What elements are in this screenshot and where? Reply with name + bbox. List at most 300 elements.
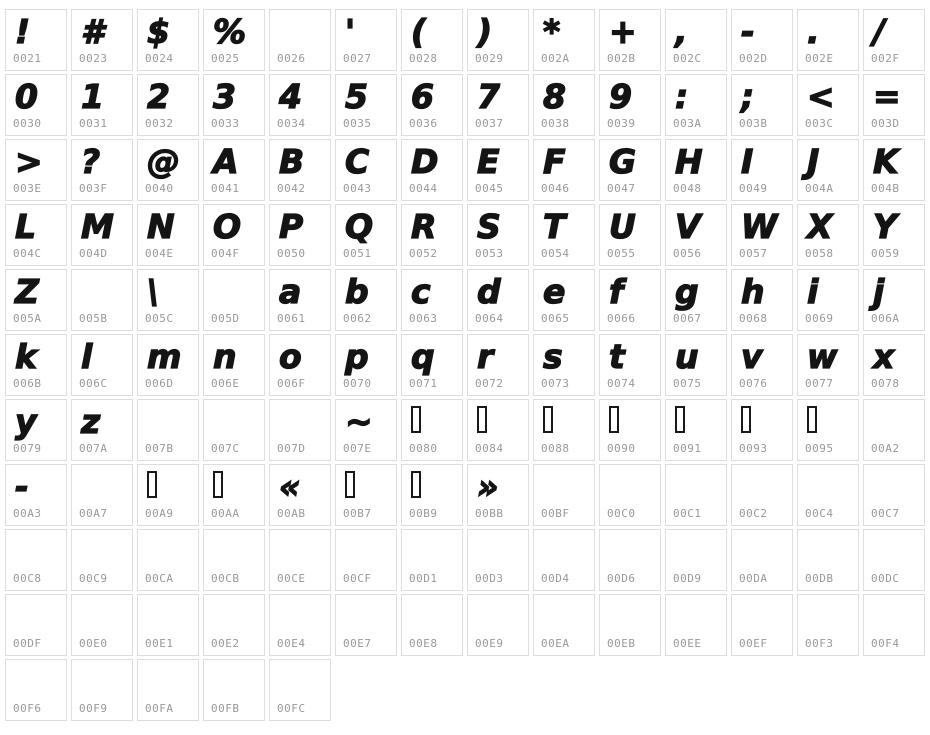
code-label: 00C7	[871, 507, 900, 520]
glyph: K	[873, 142, 899, 181]
glyph-cell	[203, 204, 265, 266]
glyph-cell	[863, 269, 925, 331]
glyph-cell	[665, 204, 727, 266]
glyph: a	[279, 272, 302, 311]
glyph	[138, 660, 198, 704]
code-label: 0069	[805, 312, 834, 325]
glyph: S	[477, 207, 501, 246]
glyph-cell	[599, 139, 661, 201]
code-label: 0043	[343, 182, 372, 195]
glyph: C	[345, 142, 370, 181]
glyph-cell	[137, 464, 199, 526]
code-label: 0066	[607, 312, 636, 325]
code-label: 00A9	[145, 507, 174, 520]
code-label: 0029	[475, 52, 504, 65]
glyph: )	[477, 12, 493, 51]
glyph	[864, 595, 924, 639]
code-label: 0067	[673, 312, 702, 325]
code-label: 0021	[13, 52, 42, 65]
code-label: 006A	[871, 312, 900, 325]
glyph: 5	[345, 77, 368, 116]
glyph	[6, 595, 66, 639]
code-label: 0070	[343, 377, 372, 390]
glyph: O	[213, 207, 242, 246]
glyph-cell	[665, 139, 727, 201]
glyph-cell	[863, 399, 925, 461]
glyph	[666, 465, 726, 509]
glyph	[204, 595, 264, 639]
glyph-cell	[731, 139, 793, 201]
glyph-cell	[203, 74, 265, 136]
glyph: j	[873, 272, 885, 311]
glyph: o	[279, 337, 302, 376]
glyph	[270, 400, 330, 444]
glyph-cell	[71, 74, 133, 136]
glyph: I	[741, 142, 754, 181]
code-label: 00B7	[343, 507, 372, 520]
glyph: 2	[147, 77, 170, 116]
glyph-cell	[599, 464, 661, 526]
glyph-cell	[863, 334, 925, 396]
glyph	[468, 595, 528, 639]
glyph-cell	[401, 204, 463, 266]
glyph: w	[807, 337, 838, 376]
code-label: 00C2	[739, 507, 768, 520]
glyph-cell	[467, 9, 529, 71]
glyph	[732, 465, 792, 509]
code-label: 0091	[673, 442, 702, 455]
code-label: 00AB	[277, 507, 306, 520]
glyph-cell	[533, 74, 595, 136]
code-label: 00CF	[343, 572, 372, 585]
glyph: M	[81, 207, 114, 246]
glyph-cell	[137, 529, 199, 591]
glyph-cell	[467, 74, 529, 136]
code-label: 0078	[871, 377, 900, 390]
code-label: 00D6	[607, 572, 636, 585]
code-label: 00A7	[79, 507, 108, 520]
glyph: A	[213, 142, 239, 181]
glyph-cell	[203, 529, 265, 591]
glyph	[534, 400, 594, 444]
code-label: 002C	[673, 52, 702, 65]
code-label: 0039	[607, 117, 636, 130]
code-label: 007D	[277, 442, 306, 455]
code-label: 00E7	[343, 637, 372, 650]
glyph: (	[411, 12, 427, 51]
code-label: 0076	[739, 377, 768, 390]
code-label: 002E	[805, 52, 834, 65]
code-label: 0059	[871, 247, 900, 260]
glyph: %	[213, 12, 247, 51]
code-label: 0034	[277, 117, 306, 130]
code-label: 0051	[343, 247, 372, 260]
code-label: 0061	[277, 312, 306, 325]
code-label: 00EF	[739, 637, 768, 650]
glyph-cell	[401, 74, 463, 136]
glyph	[468, 400, 528, 444]
glyph-cell	[665, 594, 727, 656]
glyph: >	[15, 142, 43, 181]
glyph: «	[279, 467, 301, 506]
code-label: 004D	[79, 247, 108, 260]
code-label: 0062	[343, 312, 372, 325]
glyph-cell	[335, 399, 397, 461]
glyph-cell	[797, 9, 859, 71]
glyph-cell	[335, 9, 397, 71]
code-label: 002F	[871, 52, 900, 65]
glyph: H	[675, 142, 703, 181]
code-label: 003C	[805, 117, 834, 130]
code-label: 0072	[475, 377, 504, 390]
glyph: r	[477, 337, 494, 376]
glyph	[600, 400, 660, 444]
code-label: 0064	[475, 312, 504, 325]
glyph-cell	[731, 204, 793, 266]
glyph	[270, 595, 330, 639]
glyph-cell	[401, 464, 463, 526]
glyph	[600, 465, 660, 509]
glyph-cell	[467, 594, 529, 656]
glyph: J	[807, 142, 820, 181]
glyph: n	[213, 337, 237, 376]
glyph-cell	[137, 334, 199, 396]
glyph: Q	[345, 207, 374, 246]
glyph-cell	[599, 269, 661, 331]
code-label: 0035	[343, 117, 372, 130]
glyph-cell	[731, 529, 793, 591]
glyph-cell	[203, 9, 265, 71]
glyph	[534, 530, 594, 574]
glyph: E	[477, 142, 500, 181]
code-label: 0088	[541, 442, 570, 455]
glyph	[600, 530, 660, 574]
glyph: »	[477, 467, 499, 506]
code-label: 003F	[79, 182, 108, 195]
glyph-cell	[137, 9, 199, 71]
glyph-cell	[335, 204, 397, 266]
glyph-cell	[5, 529, 67, 591]
glyph-cell	[533, 399, 595, 461]
glyph	[402, 595, 462, 639]
code-label: 006D	[145, 377, 174, 390]
code-label: 0048	[673, 182, 702, 195]
glyph	[732, 595, 792, 639]
glyph	[600, 595, 660, 639]
code-label: 006C	[79, 377, 108, 390]
glyph-cell	[203, 399, 265, 461]
code-label: 0025	[211, 52, 240, 65]
code-label: 00E4	[277, 637, 306, 650]
glyph-cell	[71, 269, 133, 331]
code-label: 004F	[211, 247, 240, 260]
code-label: 0052	[409, 247, 438, 260]
glyph-cell	[665, 464, 727, 526]
glyph-cell	[599, 9, 661, 71]
glyph-cell	[401, 529, 463, 591]
code-label: 0031	[79, 117, 108, 130]
glyph-cell	[5, 659, 67, 721]
code-label: 0053	[475, 247, 504, 260]
code-label: 005C	[145, 312, 174, 325]
glyph-cell	[401, 594, 463, 656]
glyph-cell	[71, 529, 133, 591]
glyph-cell	[467, 399, 529, 461]
glyph: d	[477, 272, 501, 311]
missing-glyph-box-icon	[411, 471, 421, 498]
glyph-cell	[269, 399, 331, 461]
glyph-cell	[533, 334, 595, 396]
code-label: 0057	[739, 247, 768, 260]
code-label: 003A	[673, 117, 702, 130]
glyph-cell	[599, 204, 661, 266]
glyph-cell	[71, 464, 133, 526]
code-label: 0036	[409, 117, 438, 130]
missing-glyph-box-icon	[477, 406, 487, 433]
glyph: B	[279, 142, 305, 181]
glyph-cell	[71, 139, 133, 201]
code-label: 004C	[13, 247, 42, 260]
missing-glyph-box-icon	[411, 406, 421, 433]
glyph	[72, 530, 132, 574]
glyph: m	[147, 337, 182, 376]
code-label: 00EE	[673, 637, 702, 650]
glyph-cell	[401, 334, 463, 396]
missing-glyph-box-icon	[543, 406, 553, 433]
glyph: N	[147, 207, 175, 246]
code-label: 006B	[13, 377, 42, 390]
glyph-cell	[665, 74, 727, 136]
glyph: c	[411, 272, 431, 311]
glyph-cell	[71, 399, 133, 461]
glyph-cell	[731, 594, 793, 656]
glyph: i	[807, 272, 819, 311]
glyph: G	[609, 142, 637, 181]
glyph-cell	[731, 269, 793, 331]
glyph-cell	[203, 464, 265, 526]
glyph-cell	[533, 9, 595, 71]
glyph-cell	[863, 464, 925, 526]
glyph	[270, 10, 330, 54]
glyph-cell	[665, 269, 727, 331]
glyph-cell	[5, 204, 67, 266]
glyph-cell	[797, 74, 859, 136]
glyph: ;	[741, 77, 755, 116]
glyph-cell	[467, 529, 529, 591]
glyph: 8	[543, 77, 566, 116]
code-label: 0095	[805, 442, 834, 455]
code-label: 003B	[739, 117, 768, 130]
missing-glyph-box-icon	[807, 406, 817, 433]
code-label: 0042	[277, 182, 306, 195]
glyph-cell	[863, 529, 925, 591]
glyph	[798, 530, 858, 574]
glyph	[732, 400, 792, 444]
glyph: l	[81, 337, 93, 376]
glyph: Y	[873, 207, 897, 246]
code-label: 0041	[211, 182, 240, 195]
code-label: 00C1	[673, 507, 702, 520]
glyph: t	[609, 337, 625, 376]
code-label: 00C4	[805, 507, 834, 520]
code-label: 0028	[409, 52, 438, 65]
glyph: L	[15, 207, 37, 246]
code-label: 0093	[739, 442, 768, 455]
code-label: 00CA	[145, 572, 174, 585]
glyph-cell	[5, 269, 67, 331]
glyph-cell	[335, 74, 397, 136]
glyph-cell	[863, 204, 925, 266]
code-label: 00FB	[211, 702, 240, 715]
missing-glyph-box-icon	[147, 471, 157, 498]
code-label: 00D1	[409, 572, 438, 585]
glyph	[534, 465, 594, 509]
code-label: 00E2	[211, 637, 240, 650]
glyph: #	[81, 12, 104, 51]
glyph: R	[411, 207, 437, 246]
glyph: f	[609, 272, 624, 311]
glyph: -	[15, 467, 29, 506]
glyph: D	[411, 142, 439, 181]
code-label: 003D	[871, 117, 900, 130]
glyph: 1	[81, 77, 104, 116]
code-label: 003E	[13, 182, 42, 195]
glyph: 0	[15, 77, 38, 116]
glyph-cell	[5, 9, 67, 71]
code-label: 007A	[79, 442, 108, 455]
glyph	[468, 530, 528, 574]
glyph-cell	[599, 74, 661, 136]
glyph-cell	[71, 334, 133, 396]
code-label: 006F	[277, 377, 306, 390]
glyph	[798, 595, 858, 639]
glyph-cell	[665, 399, 727, 461]
glyph	[864, 400, 924, 444]
code-label: 00DA	[739, 572, 768, 585]
glyph: V	[675, 207, 701, 246]
code-label: 005A	[13, 312, 42, 325]
glyph-cell	[5, 139, 67, 201]
glyph	[666, 595, 726, 639]
glyph-cell	[269, 74, 331, 136]
glyph: ~	[345, 402, 373, 441]
missing-glyph-box-icon	[345, 471, 355, 498]
glyph-cell	[137, 659, 199, 721]
glyph-cell	[797, 334, 859, 396]
code-label: 00DC	[871, 572, 900, 585]
code-label: 00D3	[475, 572, 504, 585]
code-label: 0023	[79, 52, 108, 65]
code-label: 0033	[211, 117, 240, 130]
code-label: 007B	[145, 442, 174, 455]
code-label: 0045	[475, 182, 504, 195]
glyph-cell	[335, 334, 397, 396]
glyph-cell	[269, 594, 331, 656]
glyph	[864, 465, 924, 509]
code-label: 002A	[541, 52, 570, 65]
glyph: p	[345, 337, 369, 376]
glyph	[798, 400, 858, 444]
glyph	[204, 530, 264, 574]
glyph-cell	[137, 74, 199, 136]
glyph: y	[15, 402, 37, 441]
glyph: x	[873, 337, 895, 376]
glyph: 7	[477, 77, 500, 116]
code-label: 00F9	[79, 702, 108, 715]
glyph	[666, 400, 726, 444]
glyph: -	[741, 12, 755, 51]
glyph-cell	[533, 529, 595, 591]
code-label: 006E	[211, 377, 240, 390]
glyph-cell	[269, 9, 331, 71]
glyph: W	[741, 207, 778, 246]
glyph: 4	[279, 77, 302, 116]
glyph	[732, 530, 792, 574]
code-label: 0044	[409, 182, 438, 195]
code-label: 0080	[409, 442, 438, 455]
code-label: 0073	[541, 377, 570, 390]
code-label: 00BB	[475, 507, 504, 520]
code-label: 00D9	[673, 572, 702, 585]
glyph-cell	[137, 594, 199, 656]
glyph-cell	[401, 139, 463, 201]
glyph	[402, 465, 462, 509]
glyph-cell	[335, 529, 397, 591]
glyph	[666, 530, 726, 574]
glyph-cell	[797, 529, 859, 591]
code-label: 00A3	[13, 507, 42, 520]
glyph-cell	[797, 464, 859, 526]
glyph-cell	[797, 204, 859, 266]
glyph-cell	[203, 659, 265, 721]
code-label: 0056	[673, 247, 702, 260]
glyph: 3	[213, 77, 236, 116]
code-label: 0027	[343, 52, 372, 65]
code-label: 00EB	[607, 637, 636, 650]
glyph-cell	[599, 529, 661, 591]
glyph: :	[675, 77, 689, 116]
code-label: 0047	[607, 182, 636, 195]
glyph: e	[543, 272, 566, 311]
code-label: 0054	[541, 247, 570, 260]
glyph: g	[675, 272, 699, 311]
glyph-cell	[797, 594, 859, 656]
glyph-cell	[335, 464, 397, 526]
glyph-cell	[731, 9, 793, 71]
code-label: 00C0	[607, 507, 636, 520]
glyph	[6, 530, 66, 574]
code-label: 00CB	[211, 572, 240, 585]
glyph	[402, 530, 462, 574]
glyph-cell	[731, 399, 793, 461]
code-label: 00F6	[13, 702, 42, 715]
glyph-cell	[137, 269, 199, 331]
glyph-cell	[71, 9, 133, 71]
glyph-cell	[269, 529, 331, 591]
code-label: 00DF	[13, 637, 42, 650]
glyph: /	[873, 12, 886, 51]
code-label: 007C	[211, 442, 240, 455]
code-label: 002D	[739, 52, 768, 65]
glyph-cell	[467, 139, 529, 201]
code-label: 00E1	[145, 637, 174, 650]
glyph	[204, 660, 264, 704]
glyph: '	[345, 12, 356, 51]
glyph: <	[807, 77, 835, 116]
glyph: s	[543, 337, 563, 376]
code-label: 0049	[739, 182, 768, 195]
glyph-cell	[137, 204, 199, 266]
